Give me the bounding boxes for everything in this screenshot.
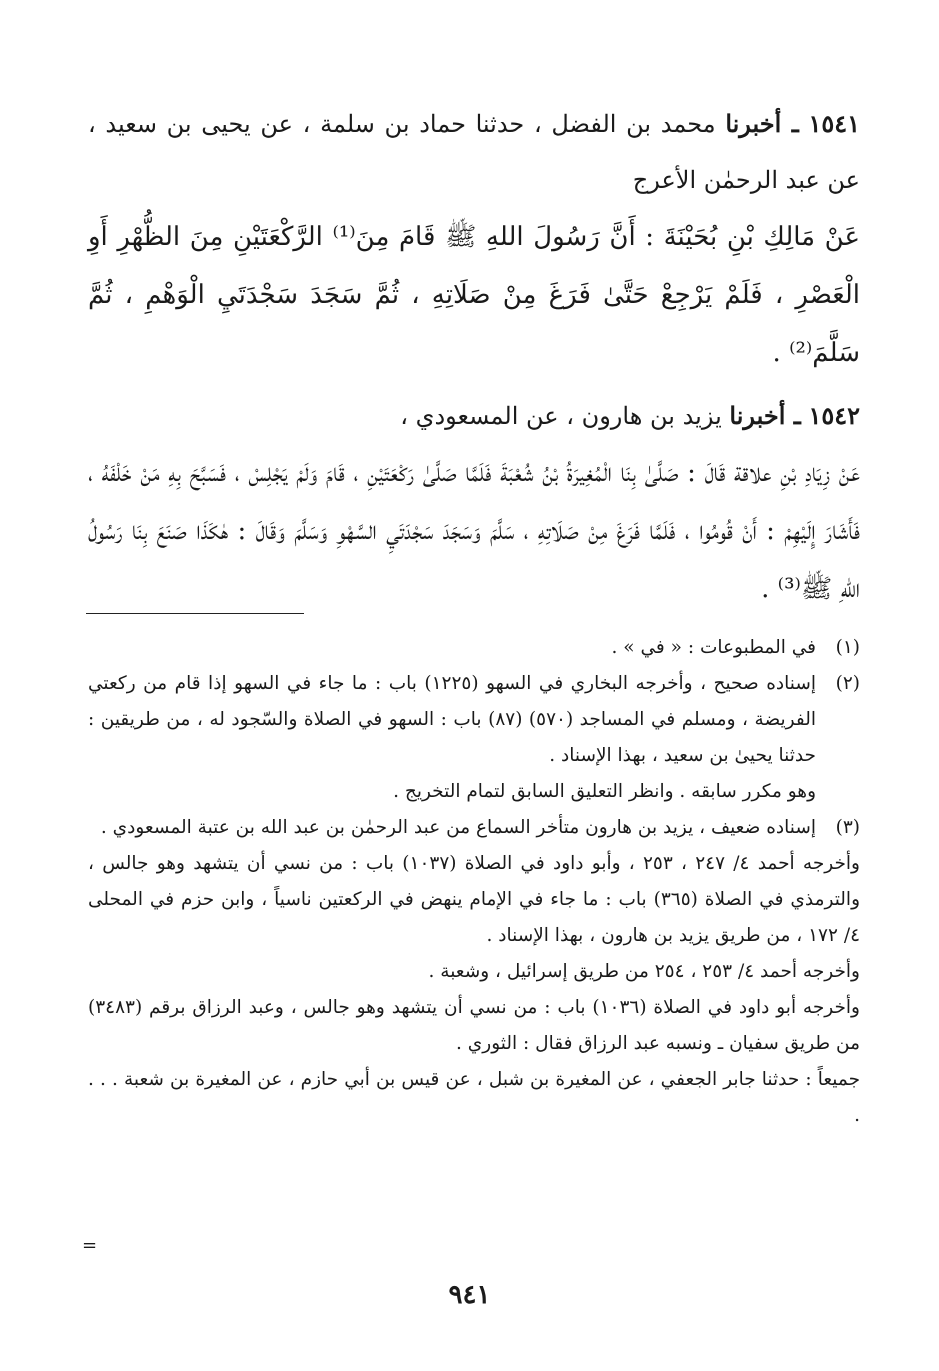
footnote-3: [88, 810, 860, 846]
footnote-text: إسناده صحيح ، وأخرجه البخاري في السهو (١٢٢٥) باب : ما جاء في السهو إذا قام من ركعتي الفريضة ، ومسلم في المساجد (٥٧٠) (٨٧) باب : السهو في الصلاة والسّجود له ، من طريقين : حدثنا يحيىٰ بن سعيد ، بهذا الإسناد .: [88, 673, 816, 766]
hadith-1541-matn: عَنْ مَالِكِ بْنِ بُحَيْنَةَ : أَنَّ رَسُولَ اللهِ ﷺ قَامَ مِنَ⁽¹⁾ الرَّكْعَتَيْنِ مِنَ الظُّهْرِ أَوِ الْعَصْرِ ، فَلَمْ يَرْجِعْ حَتَّىٰ فَرَغَ مِنْ صَلَاتِهِ ، ثُمَّ سَجَدَ سَجْدَتَيِ الْوَهْمِ ، ثُمَّ سَلَّمَ⁽²⁾ .: [88, 222, 860, 368]
footnotes: [88, 630, 860, 1134]
footnote-body: [88, 666, 816, 810]
footnote-number: (٣): [835, 817, 860, 838]
isnad-text: محمد بن الفضل ، حدثنا حماد بن سلمة ، عن يحيى بن سعيد ، عن عبد الرحمٰن الأعرج: [88, 110, 860, 194]
hadith-1542-isnad: [88, 388, 860, 444]
footnote-1: [88, 630, 860, 666]
footnote-text: في المطبوعات : « في » .: [611, 637, 816, 658]
footnote-separator: [86, 613, 304, 614]
hadith-number: ١٥٤١: [808, 109, 860, 138]
main-text: [88, 96, 860, 624]
footnote-number: (٢): [835, 673, 860, 694]
hadith-number: ١٥٤٢: [808, 401, 860, 430]
dash: ـ: [781, 109, 799, 138]
footnote-2: [88, 666, 860, 810]
hadith-lead: أخبرنا: [725, 109, 782, 138]
hadith-1542-matn: عَنْ زِيَادِ بْنِ علاقة قَالَ : صَلَّىٰ بِنَا الْمُغِيرَةُ بْنُ شُعْبَةَ فَلَمَّا صَلَّىٰ رَكْعَتَيْنِ ، قَامَ وَلَمْ يَجْلِسْ ، فَسَبَّحَ بِهِ مَنْ خَلْفَهُ ، فَأَشَارَ إِلَيْهِمْ : أَنْ قُومُوا ، فَلَمَّا فَرَغَ مِنْ صَلَاتِهِ ، سَلَّمَ وَسَجَدَ سَجْدَتَيِ السَّهْوِ وَسَلَّمَ وَقَالَ : هٰكَذَا صَنَعَ بِنَا رَسُولُ اللهِ ﷺ⁽³⁾ .: [88, 458, 860, 604]
footnote-3-continued: وأخرجه أحمد ٤/ ٢٥٣ ، ٢٥٤ من طريق إسرائيل ، وشعبة .: [428, 961, 860, 982]
footnote-3-continued: جميعاً : حدثنا جابر الجعفي ، عن المغيرة بن شبل ، عن قيس بن أبي حازم ، عن المغيرة بن شعبة . . . .: [88, 1069, 860, 1126]
hadith-lead: أخبرنا: [729, 401, 786, 430]
isnad-text: يزيد بن هارون ، عن المسعودي ،: [400, 402, 722, 430]
dash: ـ: [785, 401, 801, 430]
footnote-3-continued: وأخرجه أحمد ٤/ ٢٤٧ ، ٢٥٣ ، وأبو داود في الصلاة (١٠٣٧) باب : من نسي أن يتشهد وهو جالس ، والترمذي في الصلاة (٣٦٥) باب : ما جاء في الإمام ينهض في الركعتين ناسياً ، وابن حزم في المحلى ٤/ ١٧٢ ، من طريق يزيد بن هارون ، بهذا الإسناد .: [88, 853, 861, 946]
footnote-number: (١): [835, 637, 860, 658]
hadith-1541-isnad: [88, 96, 860, 208]
footnote-3-continued: وأخرجه أبو داود في الصلاة (١٠٣٦) باب : من نسي أن يتشهد وهو جالس ، وعبد الرزاق برقم (٣٤٨٣) من طريق سفيان ـ ونسبه عبد الرزاق فقال : الثوري .: [88, 997, 860, 1054]
footnote-text: وهو مكرر سابقه . وانظر التعليق السابق لتمام التخريج .: [393, 781, 816, 802]
page-number: ٩٤١: [448, 1280, 491, 1310]
footnote-text: إسناده ضعيف ، يزيد بن هارون متأخر السماع من عبد الرحمٰن بن عبد الله بن عتبة المسعودي .: [100, 817, 816, 838]
footnote-body: [88, 810, 816, 846]
continuation-mark: =: [82, 1235, 98, 1256]
